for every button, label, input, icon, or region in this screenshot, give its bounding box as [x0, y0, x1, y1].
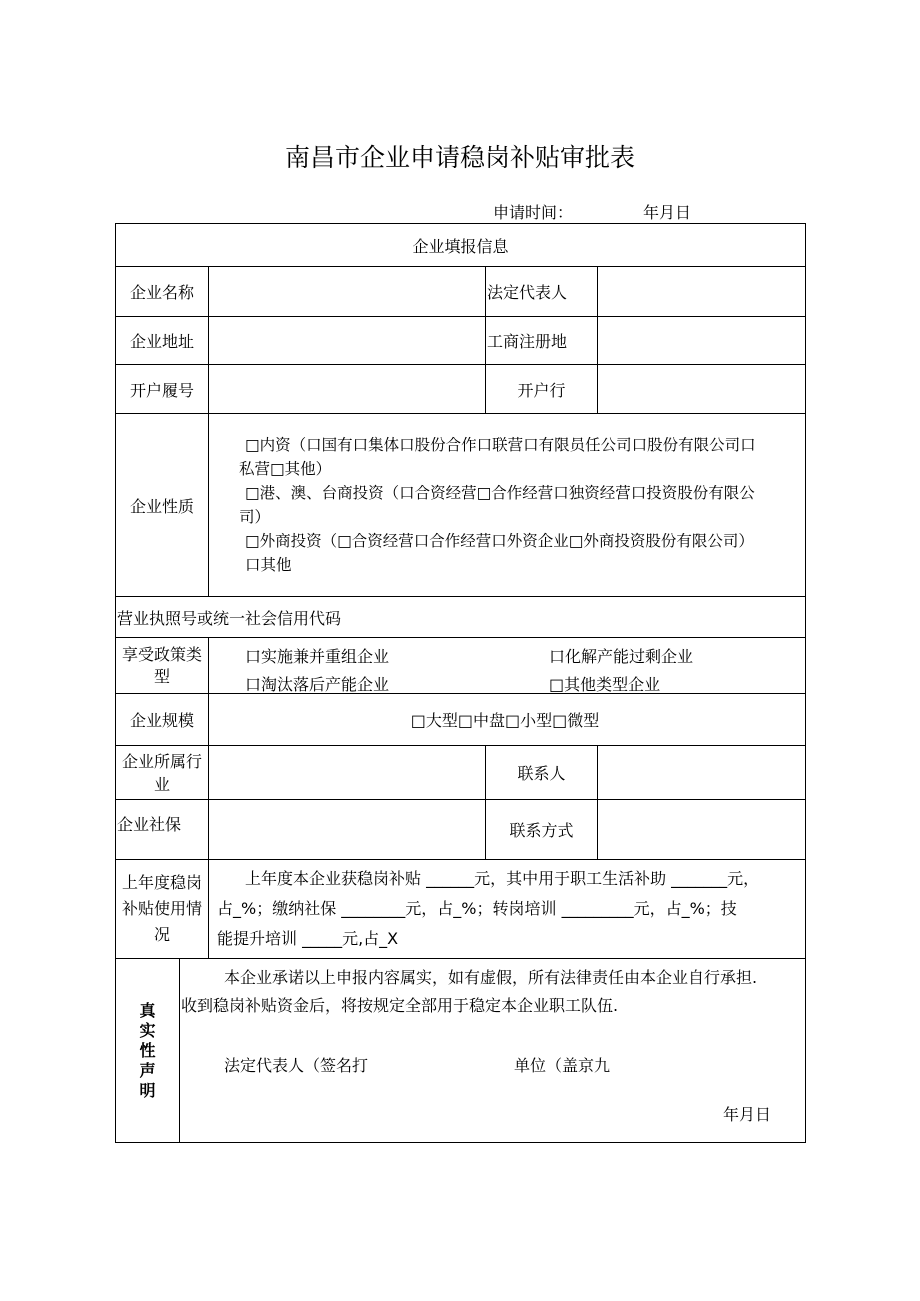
bank-label: 开户行	[486, 365, 598, 414]
legal-rep-label: 法定代表人	[486, 267, 598, 317]
policy-option-merger[interactable]: 口实施兼并重组企业	[245, 647, 390, 666]
usage-line-1: 上年度本企业获稳岗补贴 ______元，其中用于职工生活补助 _______元，	[245, 869, 760, 888]
nature-line-other: 口其他	[245, 556, 292, 574]
bank-field[interactable]	[598, 365, 806, 414]
policy-type-label: 享受政策类型	[116, 638, 209, 694]
account-no-label: 开户履号	[116, 365, 209, 414]
company-scale-options[interactable]: □大型□中盘□小型□微型	[209, 694, 806, 746]
social-security-field[interactable]	[209, 800, 486, 860]
declaration-label-text: 真实性声明	[139, 1000, 156, 1100]
declaration-line-1: 本企业承诺以上申报内容属实，如有虚假，所有法律责任由本企业自行承担.	[224, 968, 758, 987]
contact-person-label: 联系人	[486, 746, 598, 800]
license-code-label: 营业执照号或统一社会信用代码	[116, 597, 806, 638]
policy-type-options[interactable]	[209, 638, 806, 694]
apply-date-value: 年月日	[643, 203, 692, 222]
business-reg-field[interactable]	[598, 317, 806, 365]
legal-rep-field[interactable]	[598, 267, 806, 317]
section-header: 企业填报信息	[116, 224, 806, 267]
company-name-field[interactable]	[209, 267, 486, 317]
contact-person-field[interactable]	[598, 746, 806, 800]
contact-method-label: 联系方式	[486, 800, 598, 860]
industry-field[interactable]	[209, 746, 486, 800]
subsidy-usage-text[interactable]	[209, 860, 806, 959]
nature-line-foreign: □外商投资（□合资经营口合作经营口外资企业□外商投资股份有限公司）	[245, 532, 754, 550]
declaration-label	[116, 959, 180, 1143]
policy-option-overcapacity[interactable]: 口化解产能过剩企业	[549, 647, 694, 666]
nature-line-hk-macao-tw-cont: 司）	[239, 508, 271, 526]
declaration-date: 年月日	[723, 1105, 772, 1124]
contact-method-field[interactable]	[598, 800, 806, 860]
apply-time-label: 申请时间：	[493, 203, 574, 222]
business-reg-label: 工商注册地	[486, 317, 598, 365]
nature-line-hk-macao-tw: □港、澳、台商投资（口合资经营□合作经营口独资经营口投资股份有限公	[245, 484, 755, 502]
account-no-field[interactable]	[209, 365, 486, 414]
industry-label: 企业所属行业	[116, 746, 209, 800]
usage-line-2: 占_%；缴纳社保 ________元，占_%；转岗培训 _________元，占_%；技	[217, 899, 737, 918]
usage-line-3: 能提升培训 _____元,占_X	[217, 929, 399, 948]
company-scale-label: 企业规模	[116, 694, 209, 746]
policy-option-other[interactable]: □其他类型企业	[549, 675, 661, 694]
approval-form-table	[115, 223, 806, 1143]
declaration-content	[180, 959, 806, 1143]
apply-date-line	[493, 200, 713, 222]
unit-seal[interactable]: 单位（盖京九	[514, 1056, 611, 1075]
policy-option-obsolete[interactable]: 口淘汰落后产能企业	[245, 675, 390, 694]
company-name-label: 企业名称	[116, 267, 209, 317]
nature-line-domestic-cont: 私营□其他）	[239, 460, 332, 478]
declaration-line-2: 收到稳岗补贴资金后，将按规定全部用于稳定本企业职工队伍.	[181, 996, 619, 1015]
company-nature-options[interactable]	[209, 414, 806, 597]
subsidy-usage-label: 上年度稳岗补贴使用情况	[116, 860, 209, 959]
nature-line-domestic: □内资（口国有口集体口股份合作口联营口有限员任公司口股份有限公司口	[245, 436, 756, 454]
page-title: 南昌市企业申请稳岗补贴审批表	[284, 143, 635, 172]
legal-rep-signature[interactable]: 法定代表人（签名打	[224, 1056, 369, 1075]
company-nature-label: 企业性质	[116, 414, 209, 597]
company-address-label: 企业地址	[116, 317, 209, 365]
company-address-field[interactable]	[209, 317, 486, 365]
social-security-label: 企业社保	[116, 800, 209, 860]
